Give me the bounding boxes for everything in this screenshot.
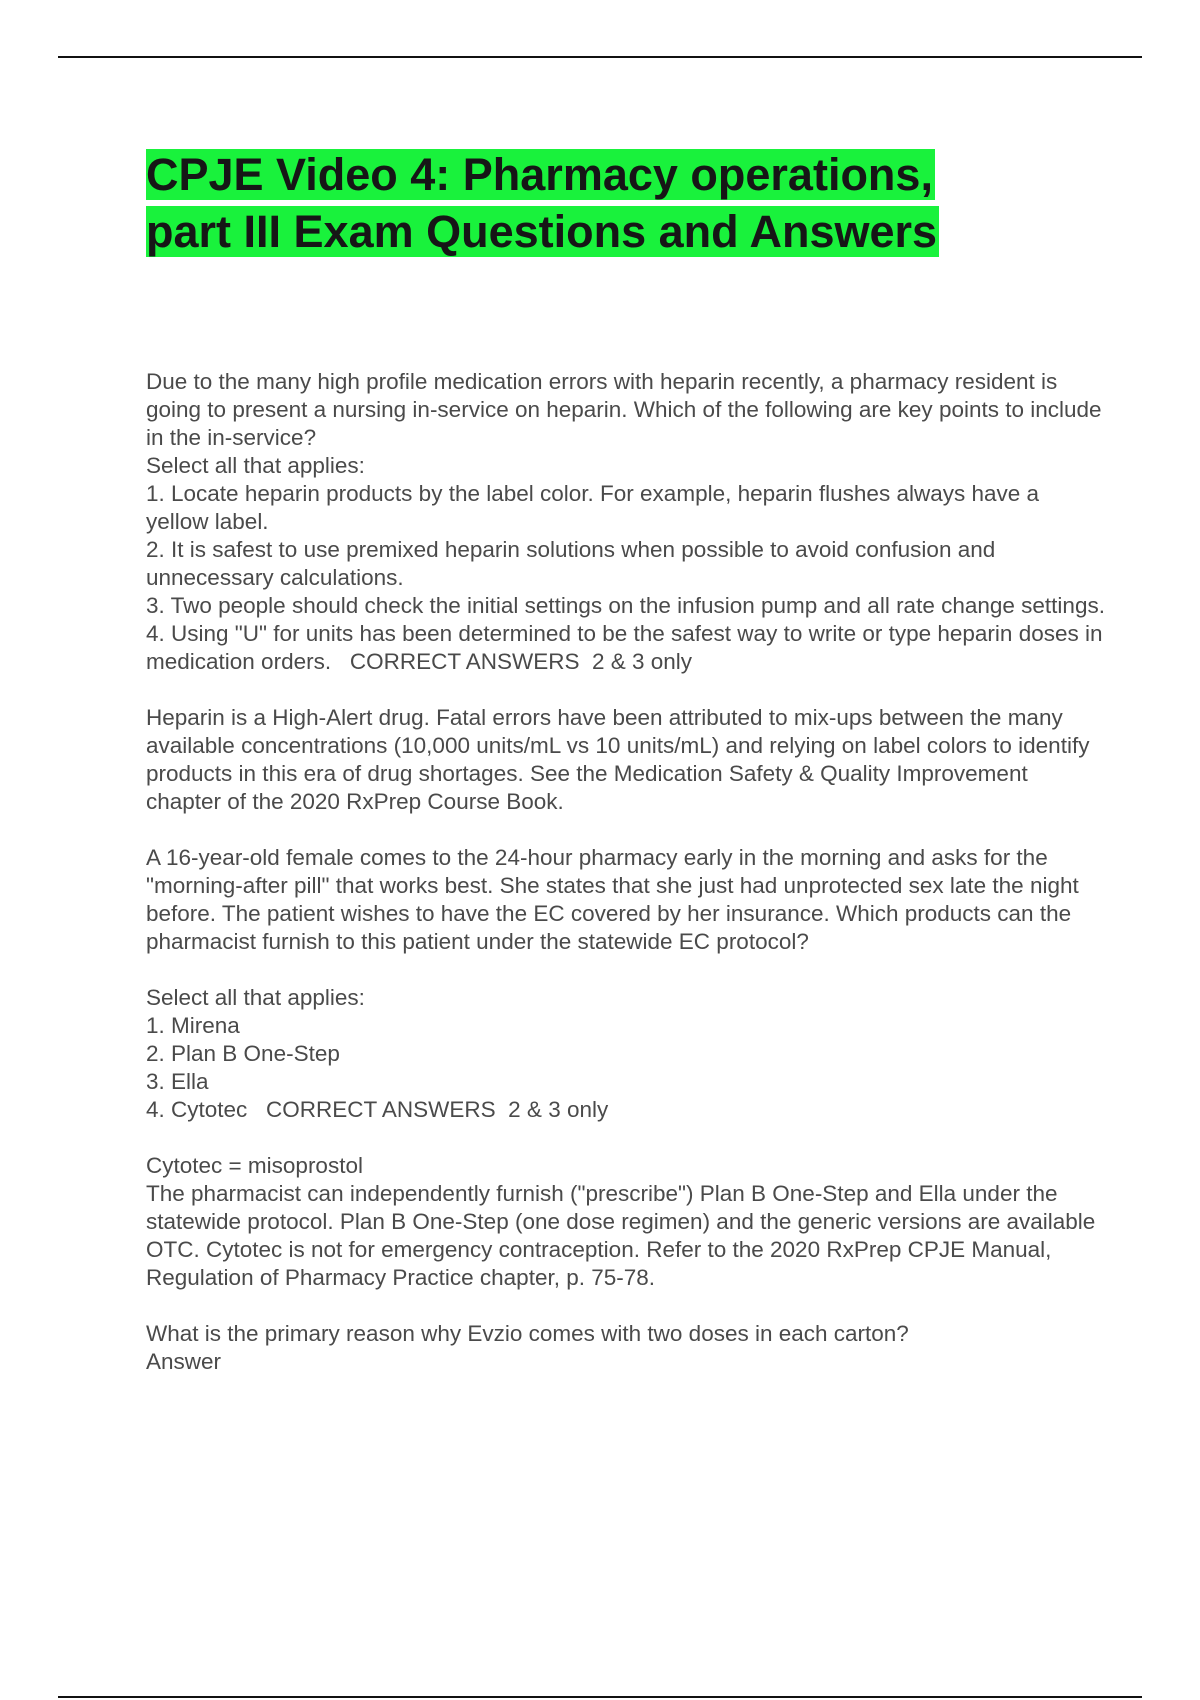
- question-1-option-4: 4. Using "U" for units has been determined to be the safest way to write or type heparin doses in medication orders. CORRECT ANSWERS 2 & 3 only: [146, 621, 1109, 674]
- question-1-select: Select all that applies:: [146, 453, 365, 478]
- question-2: [146, 844, 1106, 956]
- question-3-text: What is the primary reason why Evzio comes with two doses in each carton?: [146, 1321, 909, 1346]
- question-1-intro: Due to the many high profile medication errors with heparin recently, a pharmacy resident is going to present a nursing in-service on heparin. Which of the following are key points to include in the in-service?: [146, 369, 1108, 450]
- question-3-answer-label: Answer: [146, 1349, 222, 1374]
- explanation-2-heading: Cytotec = misoprostol: [146, 1153, 363, 1178]
- question-2-options: [146, 984, 1106, 1124]
- question-2-option-3: 3. Ella: [146, 1069, 209, 1094]
- question-3: [146, 1320, 1106, 1376]
- explanation-2: [146, 1152, 1106, 1292]
- question-2-option-4: 4. Cytotec CORRECT ANSWERS 2 & 3 only: [146, 1097, 609, 1122]
- title-highlight-line2: part III Exam Questions and Answers: [146, 206, 938, 257]
- title-highlight-line1: CPJE Video 4: Pharmacy operations,: [146, 149, 933, 200]
- question-1: [146, 368, 1109, 676]
- bottom-rule: [58, 1696, 1142, 1698]
- document-body: [146, 368, 1109, 1404]
- question-1-option-1: 1. Locate heparin products by the label color. For example, heparin flushes always have a yellow label.: [146, 481, 1046, 534]
- explanation-1-text: Heparin is a High-Alert drug. Fatal errors have been attributed to mix-ups between the many available concentrations (10,000 units/mL vs 10 units/mL) and relying on label colors to identify products in this era of drug shortages. See the Medication Safety & Quality Improvement chapter of the 2020 RxPrep Course Book.: [146, 705, 1096, 814]
- question-2-select: Select all that applies:: [146, 985, 365, 1010]
- question-2-intro: A 16-year-old female comes to the 24-hour pharmacy early in the morning and asks for the "morning-after pill" that works best. She states that she just had unprotected sex late the night before. The patient wishes to have the EC covered by her insurance. Which products can the pharmacist furnish to this patient under the statewide EC protocol?: [146, 845, 1086, 954]
- question-1-option-3: 3. Two people should check the initial settings on the infusion pump and all rate change settings.: [146, 593, 1105, 618]
- explanation-2-text: The pharmacist can independently furnish ("prescribe") Plan B One-Step and Ella under the statewide protocol. Plan B One-Step (one dose regimen) and the generic versions are available OTC. Cytotec is not for emergency contraception. Refer to the 2020 RxPrep CPJE Manual, Regulation of Pharmacy Practice chapter, p. 75-78.: [146, 1181, 1102, 1290]
- top-rule: [58, 56, 1142, 58]
- question-2-option-1: 1. Mirena: [146, 1013, 240, 1038]
- explanation-1: [146, 704, 1106, 816]
- document-title: [146, 146, 1146, 260]
- question-2-option-2: 2. Plan B One-Step: [146, 1041, 340, 1066]
- question-1-option-2: 2. It is safest to use premixed heparin solutions when possible to avoid confusion and unnecessary calculations.: [146, 537, 1002, 590]
